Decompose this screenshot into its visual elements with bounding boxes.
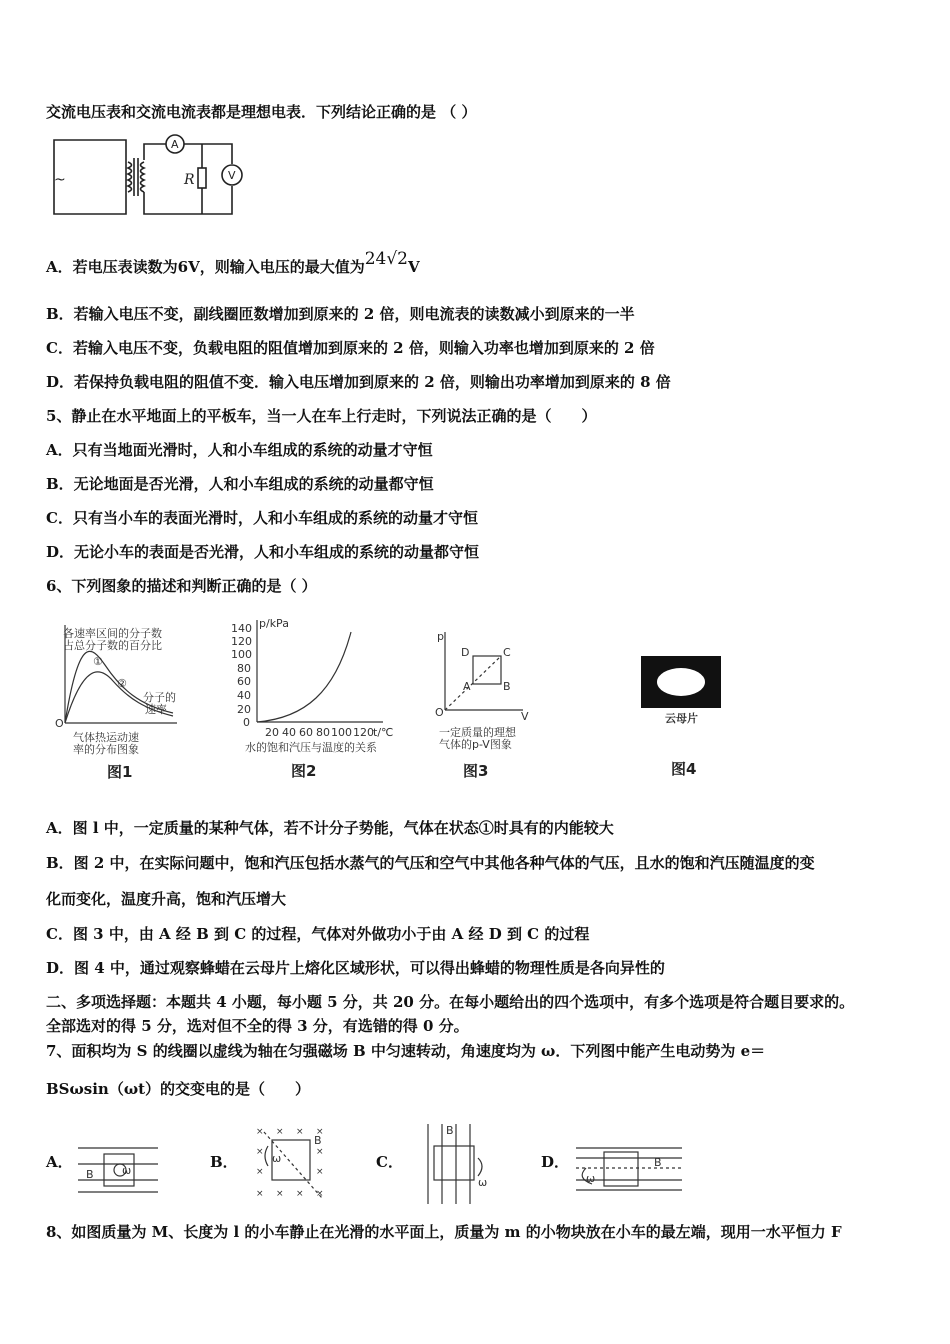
q6-option-a[interactable]: A．图 l 中，一定质量的某种气体，若不计分子势能，气体在状态①时具有的内能较大 (46, 819, 614, 837)
q6-option-d[interactable]: D．图 4 中，通过观察蜂蜡在云母片上熔化区域形状，可以得出蜂蜡的物理性质是各向异性的 (46, 959, 665, 977)
fig2-xtick-40: 40 (282, 726, 296, 739)
svg-text:×: × (296, 1127, 304, 1137)
fig2-xtick-80: 80 (316, 726, 330, 739)
fig3-point-d: D (461, 646, 470, 659)
q7-figure-d (574, 1140, 684, 1196)
fig1-xlabel-2: 速率 (145, 703, 167, 716)
svg-text:×: × (316, 1167, 324, 1177)
q7-figure-c (420, 1120, 494, 1206)
fig2-xtick-60: 60 (299, 726, 313, 739)
fig2-ytick-100: 100 (231, 648, 252, 661)
fig3-axis-v: V (521, 710, 529, 723)
q7a-field-label: B (86, 1168, 94, 1181)
q8-stem: 8、如图质量为 M、长度为 l 的小车静止在光滑的水平面上，质量为 m 的小物块放在小车的最左端，现用一水平恒力 F (46, 1223, 842, 1241)
q7c-omega-label: ω (478, 1176, 488, 1189)
q6-stem: 6、下列图象的描述和判断正确的是（ ） (46, 577, 317, 595)
figure-3-pv-diagram (425, 620, 540, 785)
q7-stem-line2: BSωsin（ωt）的交变电的是（ ） (46, 1080, 311, 1098)
q7d-omega-label: ω (586, 1172, 596, 1185)
figure-4-mica-plate (635, 650, 730, 780)
q7-stem-line1: 7、面积均为 S 的线圈以虚线为轴在匀强磁场 B 中匀速转动，角速度均为 ω．下列图中能产生电动势为 e＝ (46, 1042, 766, 1060)
svg-text:×: × (276, 1127, 284, 1137)
ammeter-label: A (171, 138, 179, 151)
fig2-xlabel: t/℃ (373, 726, 394, 739)
fig2-ytick-0: 0 (243, 716, 250, 729)
section-2-line-2: 全部选对的得 5 分，选对但不全的得 3 分，有选错的得 0 分。 (46, 1017, 469, 1035)
fig2-xtick-100: 100 (331, 726, 352, 739)
q4-option-c[interactable]: C．若输入电压不变，负载电阻的阻值增加到原来的 2 倍，则输入功率也增加到原来的 2 倍 (46, 339, 655, 357)
q7-option-c[interactable]: C． (376, 1153, 403, 1171)
fig1-curve-1-label: ① (93, 655, 103, 668)
q7b-omega-label: ω (272, 1152, 282, 1165)
fig2-caption: 水的饱和汽压与温度的关系 (245, 741, 377, 754)
fig3-label: 图3 (463, 762, 489, 780)
q4-option-a-math: 24√2 (364, 249, 408, 269)
q4-option-a-unit: V (408, 258, 420, 276)
fig3-caption-1: 一定质量的理想 (439, 726, 516, 739)
q5-option-c[interactable]: C．只有当小车的表面光滑时，人和小车组成的系统的动量才守恒 (46, 509, 478, 527)
fig1-ylabel-2: 占总分子数的百分比 (63, 639, 162, 652)
q6-option-b-line2[interactable]: 化而变化，温度升高，饱和汽压增大 (46, 890, 287, 908)
fig3-point-a: A (463, 680, 471, 693)
q7-option-d[interactable]: D． (541, 1153, 570, 1171)
svg-text:×: × (316, 1189, 324, 1199)
question-intro: 交流电压表和交流电流表都是理想电表．下列结论正确的是 （ ） (46, 103, 477, 121)
resistor-label: R (184, 172, 195, 188)
q7-option-b[interactable]: B． (210, 1153, 238, 1171)
fig2-ytick-80: 80 (237, 662, 251, 675)
q7c-field-label: B (446, 1124, 454, 1137)
svg-text:×: × (276, 1189, 284, 1199)
fig2-ytick-120: 120 (231, 635, 252, 648)
fig1-label: 图1 (107, 763, 133, 781)
ac-source-icon: ~ (54, 172, 66, 188)
voltmeter-label: V (228, 169, 236, 182)
q4-option-b[interactable]: B．若输入电压不变，副线圈匝数增加到原来的 2 倍，则电流表的读数减小到原来的一半 (46, 305, 635, 323)
q5-option-d[interactable]: D．无论小车的表面是否光滑，人和小车组成的系统的动量都守恒 (46, 543, 480, 561)
fig3-origin: O (435, 706, 444, 719)
q7a-omega-label: ω (122, 1164, 132, 1177)
svg-text:×: × (316, 1147, 324, 1157)
fig2-xtick-20: 20 (265, 726, 279, 739)
fig2-label: 图2 (291, 762, 317, 780)
fig1-xlabel-1: 分子的 (143, 691, 176, 704)
q7-figure-b (250, 1122, 334, 1204)
fig1-origin: O (55, 717, 64, 730)
q4-option-a-text: A．若电压表读数为6V，则输入电压的最大值为 (46, 258, 365, 276)
fig2-ytick-60: 60 (237, 675, 251, 688)
q5-stem: 5、静止在水平地面上的平板车，当一人在车上行走时，下列说法正确的是（ ） (46, 407, 597, 425)
fig3-point-c: C (503, 646, 511, 659)
svg-text:×: × (256, 1147, 264, 1157)
q7-figure-a (76, 1140, 160, 1198)
svg-text:×: × (296, 1189, 304, 1199)
q7b-field-label: B (314, 1134, 322, 1147)
q6-option-c[interactable]: C．图 3 中，由 A 经 B 到 C 的过程，气体对外做功小于由 A 经 D 到 C 的过程 (46, 925, 590, 943)
section-2-line-1: 二、多项选择题：本题共 4 小题，每小题 5 分，共 20 分。在每小题给出的四个选项中，有多个选项是符合题目要求的。 (46, 993, 855, 1011)
figure-2-saturation-pressure (225, 612, 400, 787)
svg-text:×: × (316, 1127, 324, 1137)
q5-option-a[interactable]: A．只有当地面光滑时，人和小车组成的系统的动量才守恒 (46, 441, 433, 459)
fig1-caption-1: 气体热运动速 (73, 731, 139, 744)
svg-text:×: × (256, 1167, 264, 1177)
q4-option-a[interactable] (46, 249, 420, 277)
fig3-point-b: B (503, 680, 511, 693)
fig3-axis-p: p (437, 630, 444, 643)
fig4-caption: 云母片 (665, 712, 698, 725)
fig1-caption-2: 率的分布图象 (73, 743, 139, 756)
fig3-caption-2: 气体的p-V图象 (439, 738, 512, 751)
q6-option-b-line1[interactable]: B．图 2 中，在实际问题中，饱和汽压包括水蒸气的气压和空气中其他各种气体的气压，且水的饱和汽压随温度的变 (46, 854, 815, 872)
fig2-ytick-140: 140 (231, 622, 252, 635)
fig1-curve-2-label: ② (117, 677, 127, 690)
q4-option-d[interactable]: D．若保持负载电阻的阻值不变．输入电压增加到原来的 2 倍，则输出功率增加到原来的 8 倍 (46, 373, 671, 391)
svg-text:×: × (256, 1127, 264, 1137)
q7-option-a[interactable]: A． (46, 1153, 73, 1171)
fig2-xtick-120: 120 (353, 726, 374, 739)
fig1-ylabel-1: 各速率区间的分子数 (63, 627, 162, 640)
fig2-ytick-20: 20 (237, 703, 251, 716)
q7d-field-label: B (654, 1156, 662, 1169)
q5-option-b[interactable]: B．无论地面是否光滑，人和小车组成的系统的动量都守恒 (46, 475, 434, 493)
svg-text:×: × (256, 1189, 264, 1199)
fig2-ylabel: p/kPa (259, 617, 289, 630)
fig2-ytick-40: 40 (237, 689, 251, 702)
figure-1-speed-distribution (55, 615, 185, 785)
fig4-label: 图4 (671, 760, 697, 778)
transformer-circuit (44, 130, 244, 222)
